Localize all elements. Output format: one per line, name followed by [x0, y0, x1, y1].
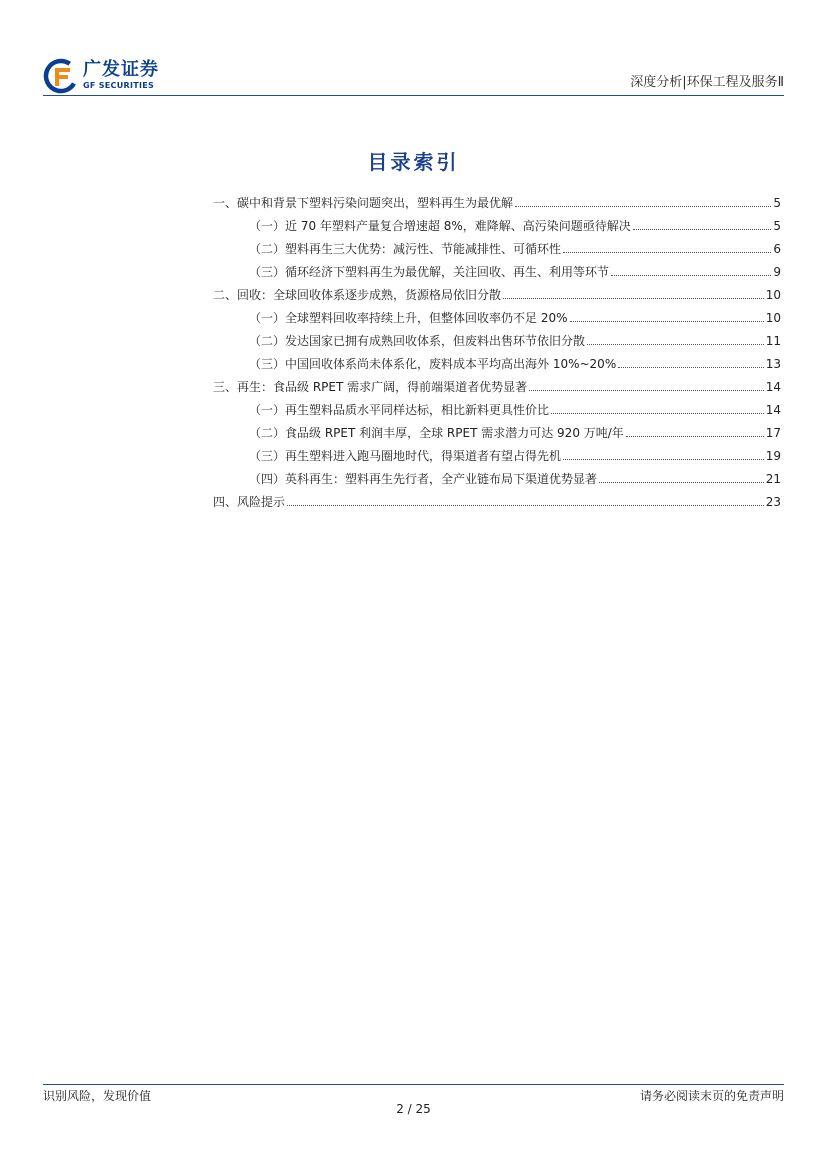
toc-entry[interactable]	[213, 372, 781, 395]
toc-entry[interactable]	[213, 418, 781, 441]
toc-entry-page: 10	[765, 288, 781, 302]
toc-entry-page: 14	[765, 403, 781, 417]
toc-entry-page: 11	[765, 334, 781, 348]
company-logo	[43, 58, 178, 94]
toc-entry-label: （二）塑料再生三大优势：减污性、节能减排性、可循环性	[249, 242, 562, 256]
toc-entry-page: 19	[765, 449, 781, 463]
toc-leader	[618, 367, 764, 368]
toc-entry-page: 14	[765, 380, 781, 394]
toc-leader	[287, 505, 764, 506]
toc-leader	[633, 229, 772, 230]
toc-entry[interactable]	[213, 395, 781, 418]
toc-leader	[626, 436, 764, 437]
toc-entry-page: 17	[765, 426, 781, 440]
toc-entry-label: （一）全球塑料回收率持续上升，但整体回收率仍不足 20%	[249, 311, 568, 325]
footer-disclaimer: 请务必阅读末页的免责声明	[639, 1089, 784, 1103]
footer-divider	[43, 1084, 784, 1085]
toc-entry-label: （二）食品级 RPET 利润丰厚，全球 RPET 需求潜力可达 920 万吨/年	[249, 426, 624, 440]
toc-entry-label: 二、回收：全球回收体系逐步成熟，货源格局依旧分散	[213, 288, 502, 302]
toc-entry[interactable]	[213, 303, 781, 326]
toc-entry-label: （三）中国回收体系尚未体系化，废料成本平均高出海外 10%~20%	[249, 357, 617, 371]
page-header	[43, 58, 784, 96]
toc-entry-page: 9	[773, 265, 781, 279]
toc-entry-label: （二）发达国家已拥有成熟回收体系，但废料出售环节依旧分散	[249, 334, 586, 348]
toc-leader	[551, 413, 764, 414]
table-of-contents	[213, 188, 781, 510]
toc-entry-page: 5	[773, 219, 781, 233]
report-category: 深度分析|环保工程及服务Ⅱ	[630, 75, 784, 90]
toc-entry-label: （四）英科再生：塑料再生先行者，全产业链布局下渠道优势显著	[249, 472, 598, 486]
toc-leader	[529, 390, 764, 391]
header-divider	[43, 95, 784, 96]
toc-entry[interactable]	[213, 464, 781, 487]
toc-entry-label: 四、风险提示	[213, 495, 286, 509]
toc-entry-page: 10	[765, 311, 781, 325]
toc-leader	[611, 275, 771, 276]
toc-leader	[563, 459, 764, 460]
toc-entry-page: 13	[765, 357, 781, 371]
toc-entry-label: 三、再生：食品级 RPET 需求广阔，得前端渠道者优势显著	[213, 380, 528, 394]
toc-entry[interactable]	[213, 441, 781, 464]
toc-entry[interactable]	[213, 188, 781, 211]
toc-entry-page: 23	[765, 495, 781, 509]
toc-entry[interactable]	[213, 349, 781, 372]
logo-chinese-name: 广发证券	[83, 59, 159, 80]
toc-leader	[563, 252, 771, 253]
footer-slogan: 识别风险，发现价值	[43, 1089, 152, 1103]
toc-entry[interactable]	[213, 211, 781, 234]
toc-entry[interactable]	[213, 280, 781, 303]
toc-entry-label: （三）循环经济下塑料再生为最优解，关注回收、再生、利用等环节	[249, 265, 610, 279]
toc-leader	[587, 344, 764, 345]
gf-logo-icon	[43, 58, 79, 94]
toc-title: 目录索引	[367, 150, 460, 174]
toc-leader	[570, 321, 764, 322]
toc-leader	[503, 298, 764, 299]
toc-entry-page: 5	[773, 196, 781, 210]
toc-entry-label: （一）再生塑料品质水平同样达标，相比新料更具性价比	[249, 403, 550, 417]
toc-entry-page: 21	[765, 472, 781, 486]
toc-leader	[599, 482, 764, 483]
toc-entry[interactable]	[213, 234, 781, 257]
toc-entry[interactable]	[213, 257, 781, 280]
toc-entry-label: （一）近 70 年塑料产量复合增速超 8%，难降解、高污染问题亟待解决	[249, 219, 631, 233]
page-number: 2 / 25	[396, 1102, 431, 1116]
toc-entry-label: （三）再生塑料进入跑马圈地时代，得渠道者有望占得先机	[249, 449, 562, 463]
toc-entry-page: 6	[773, 242, 781, 256]
toc-entry[interactable]	[213, 487, 781, 510]
toc-leader	[515, 206, 771, 207]
logo-english-name: GF SECURITIES	[83, 81, 155, 90]
toc-entry-label: 一、碳中和背景下塑料污染问题突出，塑料再生为最优解	[213, 196, 514, 210]
toc-entry[interactable]	[213, 326, 781, 349]
